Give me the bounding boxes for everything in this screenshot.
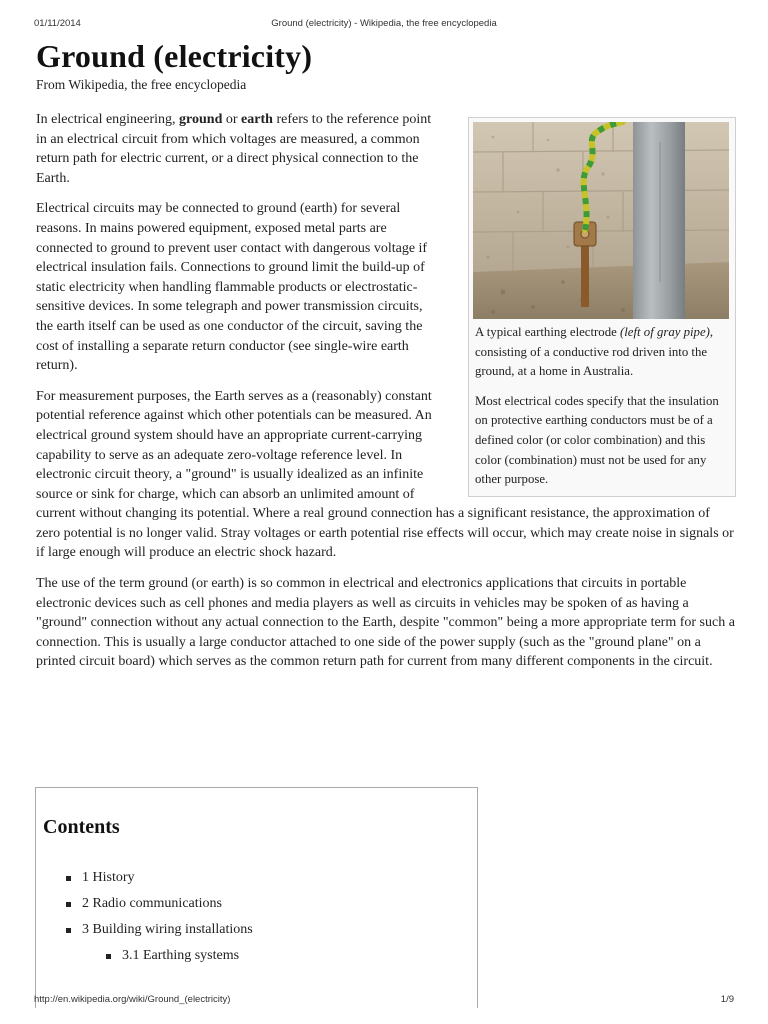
toc-item-earthing-systems[interactable] <box>66 943 253 969</box>
term-ground: ground <box>179 112 223 127</box>
table-of-contents <box>35 787 478 1008</box>
toc-item-radio-communications[interactable] <box>66 891 253 917</box>
figure-note: Most electrical codes specify that the insulation on protective earthing conductors must be of a defined color (or color combination) and this color (combination) must not be used for any other purpose. <box>475 393 719 487</box>
print-page-number: 1/9 <box>720 994 734 1005</box>
toc-item-building-wiring[interactable] <box>66 917 253 943</box>
bullet-icon <box>66 876 71 881</box>
print-document-title: Ground (electricity) - Wikipedia, the free encyclopedia <box>271 18 497 29</box>
toc-link[interactable]: 1 History <box>82 870 135 885</box>
figure-earthing-electrode <box>468 117 736 497</box>
bullet-icon <box>66 902 71 907</box>
bullet-icon <box>66 928 71 933</box>
toc-item-history[interactable] <box>66 865 253 891</box>
body-paragraph: Electrical circuits may be connected to ground (earth) for several reasons. In mains powered equipment, exposed metal parts are connected to ground to prevent user contact with dangerous voltage if electrical insulation fails. Connections to ground limit the build-up of static electricity when handling flammable products or electrostatic-sensitive devices. In some telegraph and power transmission circuits, the earth itself can be used as one conductor of the circuit, saving the cost of installing a separate return conductor (see single-wire earth return). <box>36 201 428 374</box>
toc-link[interactable]: 2 Radio communications <box>82 896 222 911</box>
figure-caption-text: A typical earthing electrode (left of gray pipe), consisting of a conductive rod driven into the ground, at a home in Australia. <box>475 325 714 379</box>
site-tagline: From Wikipedia, the free encyclopedia <box>36 77 247 92</box>
body-paragraph: For measurement purposes, the Earth serves as a (reasonably) constant potential reference against which other potentials can be measured. An electrical ground system should have an appropriate current-carrying capability to serve as an adequate zero-voltage reference level. In electronic circuit theory, a "ground" is usually idealized as an infinite source or sink for charge, which can absorb an unlimited amount of current without changing its potential. Where a real ground connection has a significant resistance, the approximation of zero potential is no longer valid. Stray voltages or earth potential rise effects will occur, which may create noise in signals or if large enough will produce an electric shock hazard. <box>36 388 734 561</box>
article-body <box>36 110 736 683</box>
toc-heading: Contents <box>43 816 120 838</box>
earthing-electrode-photo[interactable] <box>473 122 729 319</box>
bullet-icon <box>106 954 111 959</box>
toc-link[interactable]: 3.1 Earthing systems <box>122 948 240 963</box>
term-earth: earth <box>241 112 273 127</box>
toc-link[interactable]: 3 Building wiring installations <box>82 922 253 937</box>
photo-illustration <box>473 122 729 319</box>
page-title: Ground (electricity) <box>36 38 313 74</box>
toc-list <box>66 865 253 969</box>
figure-caption <box>473 319 731 492</box>
print-url[interactable]: http://en.wikipedia.org/wiki/Ground_(electricity) <box>34 994 231 1005</box>
intro-paragraph: In electrical engineering, ground or earth refers to the reference point in an electrical circuit from which voltages are measured, a common return path for electric current, or a direct physical connection to the Earth. <box>36 112 432 186</box>
print-date: 01/11/2014 <box>34 18 81 29</box>
body-paragraph: The use of the term ground (or earth) is so common in electrical and electronics applications that circuits in portable electronic devices such as cell phones and media players as well as circuits in vehicles may be spoken of as having a "ground" connection without any actual connection to the Earth, despite "common" being a more appropriate term for such a connection. This is usually a large conductor attached to one side of the power supply (such as the "ground plane" on a printed circuit board) which serves as the common return path for current from many different components in the circuit. <box>36 576 735 670</box>
